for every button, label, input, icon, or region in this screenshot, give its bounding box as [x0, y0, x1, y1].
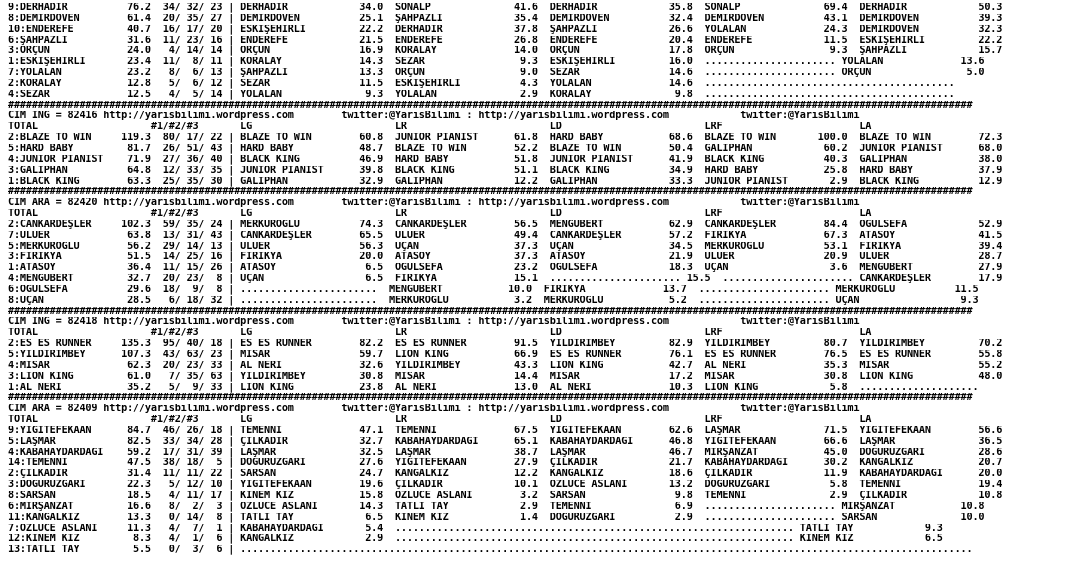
text-line: 3:GALİPHAN 64.8 12/ 33/ 35 | JUNIOR PIANIST 39.8 BLACK KING 51.1 BLACK KING 34.9 HARD BABY 25.8 HARD BABY 37.9 — [8, 165, 1003, 176]
text-line: 5:LAŞMAR 82.5 33/ 34/ 28 | ÇILKADIR 32.7 KABAHAYDARDAĞI 65.1 KABAHAYDARDAĞI 46.8 YİĞİTEFEKAAN 66.6 LAŞMAR 36.5 — [8, 436, 1003, 447]
text-line: 13:TATLI TAY 5.5 0/ 3/ 6 | ........................................................................................................................... — [8, 545, 973, 556]
text-line: CIM ING = 82416 http://yarisbilimi.wordpress.com twitter:@YarisBilimi : http://yarisbilimi.wordpress.com twitter:@YarisBilimi — [8, 111, 860, 122]
text-line: 14:TEMENNİ 47.5 38/ 18/ 5 | DOĞURÜZGARI 27.6 YİĞİTEFEKAAN 27.9 ÇILKADIR 21.7 KABAHAYDARDAĞI 30.2 KANGALKIZ 20.7 — [8, 458, 1003, 469]
text-line: ################################################################################################################################################################## — [8, 100, 973, 111]
text-line: TOTAL #1/#2/#3 LG LR LD LRF LA — [8, 122, 872, 133]
text-line: TOTAL #1/#2/#3 LG LR LD LRF LA — [8, 209, 872, 220]
text-line: TOTAL #1/#2/#3 LG LR LD LRF LA — [8, 415, 872, 426]
text-line: 2:ÇILKADIR 31.4 11/ 11/ 22 | SARSAN 24.7 KANGALKIZ 12.2 KANGALKIZ 18.6 ÇILKADIR 11.9 KABAHAYDARDAĞI 20.0 — [8, 469, 1003, 480]
text-line: ################################################################################################################################################################## — [8, 187, 973, 198]
text-line: 7:YOLALAN 23.2 8/ 6/ 13 | ŞAHPAZLI 13.3 ORÇUN 9.0 SEZAR 14.6 ...................... ORÇUN 5.0 — [8, 68, 985, 79]
text-line: 6:MİRŞANZAT 16.6 8/ 2/ 3 | ÖZLÜCE ASLANI 14.3 TATLI TAY 2.9 TEMENNİ 6.9 ...................... MİRŞANZAT 10.8 — [8, 501, 985, 512]
text-line: 12:KİNEM KIZ 8.3 4/ 1/ 6 | KANGALKIZ 2.9 ................................................................... KİNEM KIZ 6.5 — [8, 534, 943, 545]
text-line: 4:SEZAR 12.5 4/ 5/ 14 | YOLALAN 9.3 YOLALAN 2.9 KORALAY 9.8 .......................................... — [8, 89, 955, 100]
text-line: 2:CANKARDEŞLER 102.3 59/ 35/ 24 | MERKÜROĞLU 74.3 CANKARDEŞLER 56.5 MENGÜBERT 62.9 CANKARDEŞLER 84.4 OĞULSEFA 52.9 — [8, 219, 1003, 230]
text-line: CIM ARA = 82420 http://yarisbilimi.wordpress.com twitter:@YarisBilimi : http://yarisbilimi.wordpress.com twitter:@YarisBilimi — [8, 198, 860, 209]
text-line: 3:ORÇUN 24.0 4/ 14/ 14 | ORÇUN 16.9 KORALAY 14.0 ORÇUN 17.8 ORÇUN 9.3 ŞAHPAZLI 15.7 — [8, 46, 1003, 57]
text-line: 2:KORALAY 12.8 5/ 6/ 12 | SEZAR 11.5 ESKİŞEHİRLİ 4.3 YOLALAN 14.6 .......................................... — [8, 78, 955, 89]
text-line: 3:LION KING 61.0 7/ 35/ 63 | YILDIRIMBEY 30.8 MISAR 14.4 MISAR 17.2 MISAR 30.8 LION KING 48.0 — [8, 371, 1003, 382]
text-line: 3:DOĞURÜZGARI 22.3 5/ 12/ 10 | YİĞİTEFEKAAN 19.6 ÇILKADIR 10.1 ÖZLÜCE ASLANI 13.2 DOĞURÜZGARI 5.8 TEMENNİ 19.4 — [8, 480, 1003, 491]
text-line: 11:KANGALKIZ 13.3 0/ 14/ 8 | TATLI TAY 6.5 KİNEM KIZ 1.4 DOĞURÜZGARI 2.9 ...................... SARSAN 10.0 — [8, 512, 985, 523]
text-line: 7:ÖZLÜCE ASLANI 11.3 4/ 7/ 1 | KABAHAYDARDAĞI 5.4 ................................................................... TATLI TAY 9.3 — [8, 523, 943, 534]
text-line: 6:ŞAHPAZLI 31.6 11/ 23/ 16 | ENDEREFE 21.5 ENDEREFE 26.8 ENDEREFE 20.4 ENDEREFE 11.5 ESKİŞEHİRLİ 22.2 — [8, 35, 1003, 46]
text-line: 2:BLAZE TO WIN 119.3 80/ 17/ 22 | BLAZE TO WIN 60.8 JUNIOR PIANIST 61.8 HARD BABY 68.6 BLAZE TO WIN 100.0 BLAZE TO WIN 72.3 — [8, 133, 1003, 144]
text-line: CIM ARA = 82409 http://yarisbilimi.wordpress.com twitter:@YarisBilimi : http://yarisbilimi.wordpress.com twitter:@YarisBilimi — [8, 404, 860, 415]
text-line: 8:SARSAN 18.5 4/ 11/ 17 | KİNEM KIZ 15.8 ÖZLÜCE ASLANI 3.2 SARSAN 9.8 TEMENNİ 2.9 ÇILKADIR 10.8 — [8, 490, 1003, 501]
text-line: 4:MENGÜBERT 32.7 20/ 23/ 8 | UÇAN 6.5 FİRİKYA 15.1 ...................... 15.5 ...................... CANKARDEŞLER 17.9 — [8, 274, 1003, 285]
text-line: 10:ENDEREFE 40.7 16/ 17/ 20 | ESKİŞEHİRLİ 22.2 DERHADIR 37.8 ŞAHPAZLI 26.6 YOLALAN 24.3 DEMIRDÖVEN 32.3 — [8, 24, 1003, 35]
text-line: 1:AL NERİ 35.2 5/ 9/ 33 | LION KING 23.8 AL NERİ 13.0 AL NERİ 10.3 LION KING 5.8 .................... — [8, 382, 979, 393]
text-line: 4:MISAR 62.3 20/ 23/ 33 | AL NERİ 32.6 YILDIRIMBEY 43.3 LION KING 42.7 AL NERİ 35.3 MISAR 55.2 — [8, 360, 1003, 371]
text-line: CIM ING = 82418 http://yarisbilimi.wordpress.com twitter:@YarisBilimi : http://yarisbilimi.wordpress.com twitter:@YarisBilimi — [8, 317, 860, 328]
text-line: TOTAL #1/#2/#3 LG LR LD LRF LA — [8, 328, 872, 339]
text-line: 4:KABAHAYDARDAĞI 59.2 17/ 31/ 39 | LAŞMAR 32.5 LAŞMAR 38.7 LAŞMAR 46.7 MİRŞANZAT 45.0 DOĞURÜZGARI 28.6 — [8, 447, 1003, 458]
text-line: 5:MERKÜROĞLU 56.2 29/ 14/ 13 | ULUER 56.3 UÇAN 37.3 UÇAN 34.5 MERKÜROĞLU 53.1 FİRİKYA 39.4 — [8, 241, 1003, 252]
text-line: ################################################################################################################################################################## — [8, 393, 973, 404]
text-line: 4:JUNIOR PIANIST 71.9 27/ 36/ 40 | BLACK KING 46.9 HARD BABY 51.8 JUNIOR PIANIST 41.9 BLACK KING 40.3 GALİPHAN 38.0 — [8, 154, 1003, 165]
text-line: ################################################################################################################################################################## — [8, 306, 973, 317]
text-line: 2:ES ES RUNNER 135.3 95/ 40/ 18 | ES ES RUNNER 82.2 ES ES RUNNER 91.5 YILDIRIMBEY 82.9 YILDIRIMBEY 80.7 YILDIRIMBEY 70.2 — [8, 339, 1003, 350]
text-line: 1:ATASOY 36.4 11/ 15/ 26 | ATASOY 6.5 OĞULSEFA 23.2 OĞULSEFA 18.3 UÇAN 3.6 MENGÜBERT 27.9 — [8, 263, 1003, 274]
text-line: 8:UÇAN 28.5 6/ 18/ 32 | ....................... MERKÜROĞLU 3.2 MERKÜROĞLU 5.2 ...................... UÇAN 9.3 — [8, 295, 979, 306]
text-line: 8:DEMIRDÖVEN 61.4 20/ 35/ 27 | DEMIRDÖVEN 25.1 ŞAHPAZLI 35.4 DEMIRDÖVEN 32.4 DEMIRDÖVEN 43.1 DEMIRDÖVEN 39.3 — [8, 13, 1003, 24]
text-line: 5:HARD BABY 81.7 26/ 51/ 43 | HARD BABY 48.7 BLAZE TO WIN 52.2 BLAZE TO WIN 50.4 GALİPHAN 60.2 JUNIOR PIANIST 68.0 — [8, 143, 1003, 154]
text-line: 6:OĞULSEFA 29.6 18/ 9/ 8 | ....................... MENGÜBERT 10.0 FİRİKYA 13.7 ...................... MERKÜROĞLU 11.5 — [8, 284, 979, 295]
text-line: 3:FİRİKYA 51.5 14/ 25/ 16 | FİRİKYA 20.0 ATASOY 37.3 ATASOY 21.9 ULUER 20.9 ULUER 28.7 — [8, 252, 1003, 263]
text-line: 9:DERHADIR 76.2 34/ 32/ 23 | DERHADIR 34.0 SONALP 41.6 DERHADIR 35.8 SONALP 69.4 DERHADIR 50.3 — [8, 3, 1003, 13]
text-line: 5:YILDIRIMBEY 107.3 43/ 63/ 23 | MISAR 59.7 LION KING 66.9 ES ES RUNNER 76.1 ES ES RUNNER 76.5 ES ES RUNNER 55.8 — [8, 350, 1003, 360]
text-line: 1:ESKİŞEHİRLİ 23.4 11/ 8/ 11 | KORALAY 14.3 SEZAR 9.3 ESKİŞEHİRLİ 16.0 ...................... YOLALAN 13.6 — [8, 57, 985, 68]
text-line: 7:ULUER 63.8 13/ 31/ 43 | CANKARDEŞLER 65.5 ULUER 49.4 CANKARDEŞLER 57.2 FİRİKYA 67.3 ATASOY 41.5 — [8, 230, 1003, 241]
text-line: 1:BLACK KING 63.3 25/ 35/ 30 | GALİPHAN 32.9 GALİPHAN 12.2 GALİPHAN 33.3 JUNIOR PIANIST 2.9 BLACK KING 12.9 — [8, 176, 1003, 187]
text-line: 9:YİĞİTEFEKAAN 84.7 46/ 26/ 18 | TEMENNİ 47.1 TEMENNİ 67.5 YİĞİTEFEKAAN 62.6 LAŞMAR 71.5 YİĞİTEFEKAAN 56.6 — [8, 425, 1003, 436]
